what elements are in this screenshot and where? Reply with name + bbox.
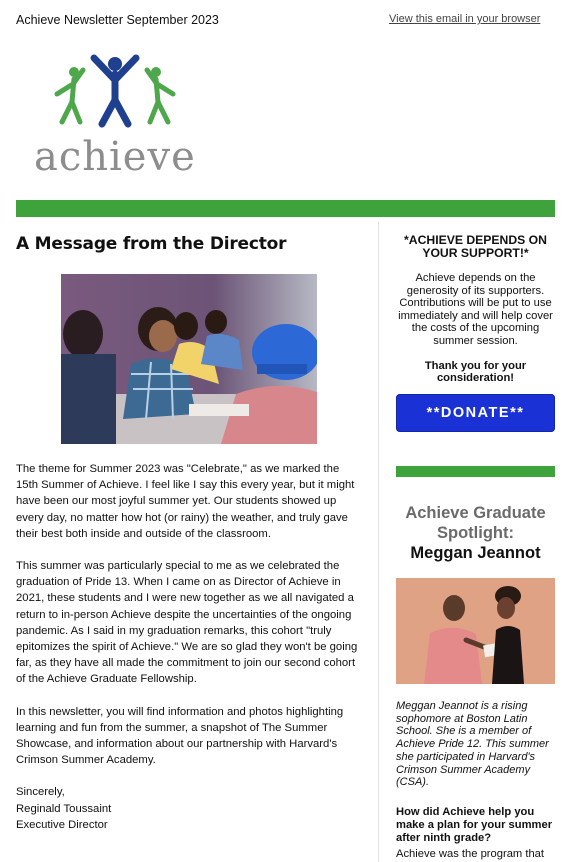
people-figures-icon — [50, 52, 190, 132]
signer-name: Reginald Toussaint — [16, 802, 112, 815]
closing: Sincerely, — [16, 786, 65, 799]
top-divider-bar — [16, 200, 555, 217]
view-in-browser-link[interactable]: View this email in your browser — [389, 13, 541, 25]
spotlight-name: Meggan Jeannot — [410, 544, 541, 562]
section-heading: A Message from the Director — [16, 234, 287, 254]
paragraph: This summer was particularly special to me as we celebrated the graduation of Pride 13. When I came on as Director of Achieve in 2021, these students and I were new together as we all navigated a return to in-person Achieve despite the uncertainties of the ongoing pandemic. As I said in my graduation remarks, this cohort "truly epitomizes the spirit of Achieve." We are so glad they won't be going far, as they have all made the commitment to join our second cohort of the Achieve Graduate Fellowship. — [16, 560, 358, 686]
spotlight-question: How did Achieve help you make a plan for your summer after ninth grade? — [396, 806, 553, 844]
support-heading: *ACHIEVE DEPENDS ON YOUR SUPPORT!* — [404, 233, 547, 260]
graduate-spotlight-heading — [396, 503, 555, 563]
graduate-spotlight-photo — [396, 578, 555, 684]
support-box — [396, 234, 555, 385]
donate-button[interactable]: **DONATE** — [396, 394, 555, 432]
signoff — [16, 784, 361, 833]
sidebar-divider-bar — [396, 466, 555, 477]
signer-title: Executive Director — [16, 818, 108, 831]
message-body — [16, 461, 361, 833]
classroom-students-photo — [61, 274, 317, 444]
spotlight-label: Achieve Graduate Spotlight: — [405, 504, 546, 542]
paragraph: The theme for Summer 2023 was "Celebrate," as we marked the 15th Summer of Achieve. I feel like I say this every year, but it might have been our most joyful summer yet. Our students showed up every day, no matter how hot (or rainy) the weather, and truly gave their best both inside and outside of the classroom. — [16, 463, 355, 540]
newsletter-title: Achieve Newsletter September 2023 — [16, 13, 219, 27]
director-message-section — [16, 234, 361, 254]
paragraph: In this newsletter, you will find information and photos highlighting learning and fun from the summer, a snapshot of The Summer Showcase, and information about our partnership with Harvard's Crimson Summer Academy. — [16, 705, 344, 767]
achieve-logo[interactable] — [30, 52, 196, 182]
logo-wordmark: achieve — [34, 134, 196, 180]
column-divider — [378, 222, 379, 862]
spotlight-caption: Meggan Jeannot is a rising sophomore at Boston Latin School. She is a member of Achieve Pride 12. This summer she participated in Harvard's Crimson Summer Academy (CSA). — [396, 700, 549, 789]
support-text: Achieve depends on the generosity of its supporters. Contributions will be put to use immediately and will help cover the costs of the upcoming summer session. — [398, 272, 553, 347]
spotlight-answer: Achieve was the program that — [396, 848, 544, 860]
thanks-text: Thank you for your consideration! — [424, 359, 527, 385]
email-header — [0, 0, 570, 40]
